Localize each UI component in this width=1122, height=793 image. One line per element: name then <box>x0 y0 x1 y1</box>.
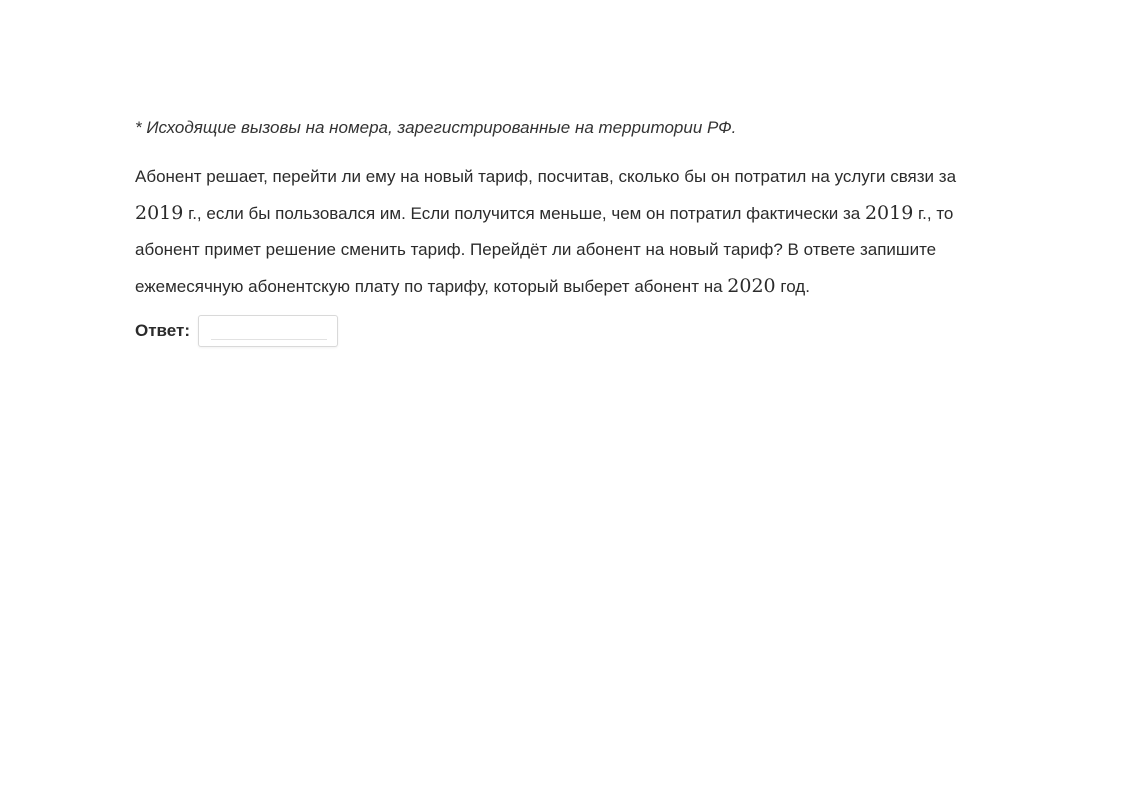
answer-box[interactable] <box>198 315 338 347</box>
question-text-part-4: год. <box>775 277 810 296</box>
question-text <box>135 159 965 305</box>
question-text-part-3: г., то абонент примет решение сменить тариф. Перейдёт ли абонент на новый тариф? В ответе запишите ежемесячную абонентскую плату по тарифу, который выберет абонент на <box>135 204 954 296</box>
answer-input[interactable] <box>211 322 327 340</box>
answer-row <box>135 315 965 347</box>
task-content <box>135 114 965 347</box>
question-text-part-1: Абонент решает, перейти ли ему на новый тариф, посчитав, сколько бы он потратил на услуги связи за <box>135 167 957 186</box>
year-2019-first: 2019 <box>135 202 184 224</box>
year-2020: 2020 <box>727 275 776 297</box>
footnote: * Исходящие вызовы на номера, зарегистрированные на территории РФ. <box>135 118 737 137</box>
answer-label: Ответ: <box>135 321 190 340</box>
year-2019-second: 2019 <box>864 202 914 224</box>
question-text-part-2: г., если бы пользовался им. Если получится меньше, чем он потратил фактически за <box>183 204 865 223</box>
